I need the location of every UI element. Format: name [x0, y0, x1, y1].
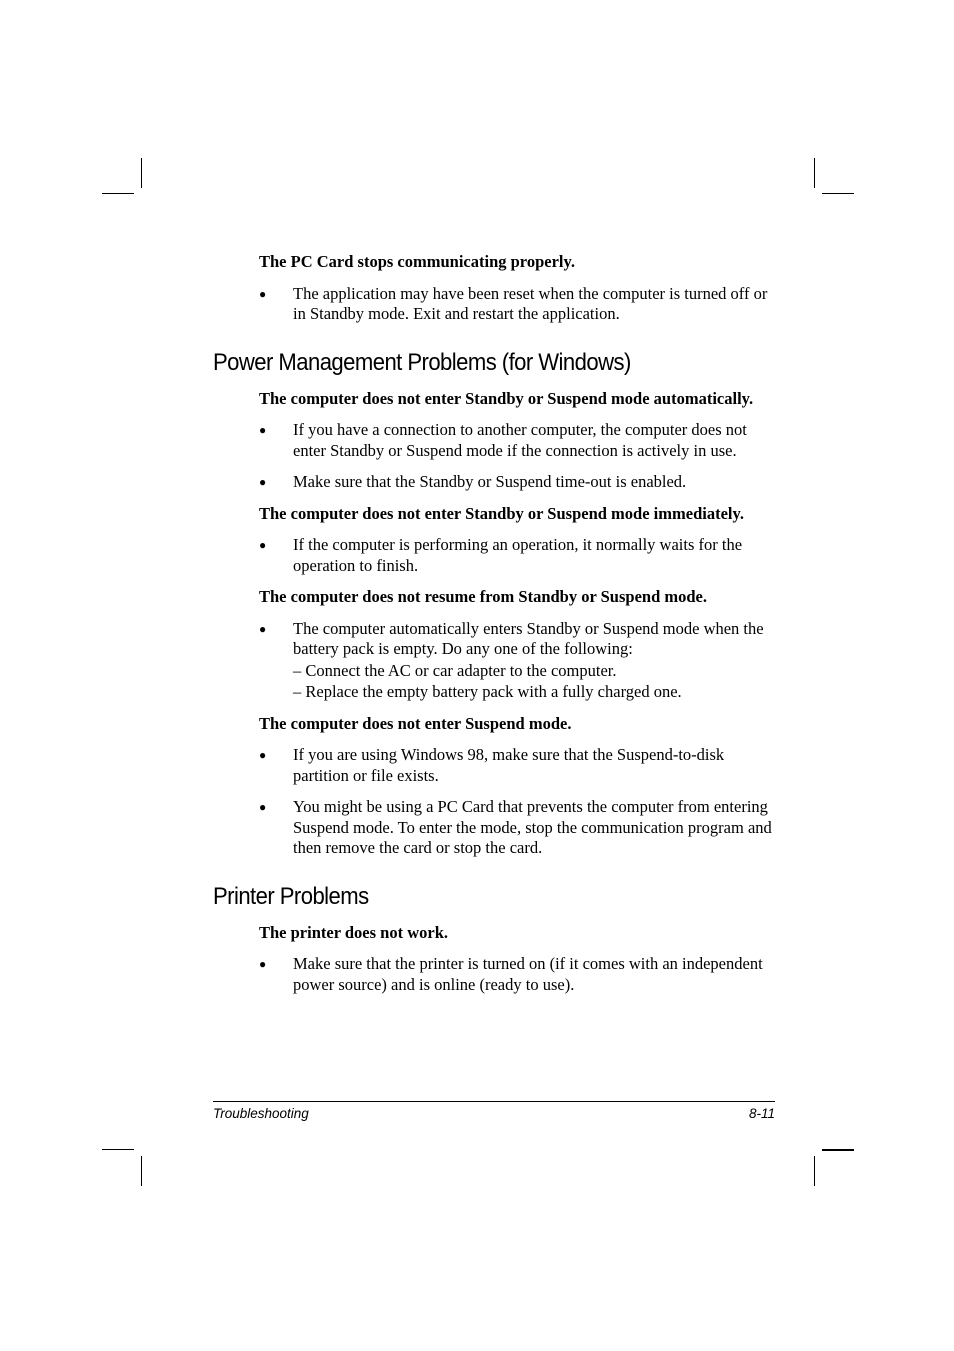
bullet-icon: ● — [259, 538, 267, 552]
list-item-text: If you have a connection to another computer, the computer does not enter Standby or Suspend mode if the connection is actively in use. — [293, 420, 747, 460]
problem-title: The computer does not enter Standby or Suspend mode automatically. — [259, 388, 754, 408]
pc-card-section — [259, 252, 775, 325]
list-item — [259, 420, 775, 461]
footer-chapter-title: Troubleshooting — [213, 1106, 309, 1121]
page-footer — [213, 1101, 775, 1124]
footer-page-number: 8-11 — [748, 1106, 775, 1121]
list-item-text: You might be using a PC Card that prevents the computer from entering Suspend mode. To enter the mode, stop the communication program and then remove the card or stop the card. — [293, 797, 772, 857]
sub-item: – Connect the AC or car adapter to the computer. — [293, 660, 617, 680]
problem-title: The computer does not enter Standby or Suspend mode immediately. — [259, 503, 744, 523]
crop-mark-bottom-right-horizontal — [822, 1149, 854, 1151]
crop-mark-top-left-horizontal — [102, 193, 134, 194]
list-item — [259, 797, 775, 859]
list-item-text: Make sure that the printer is turned on (if it comes with an independent power source) and is online (ready to use). — [293, 954, 763, 994]
problem-title: The PC Card stops communicating properly. — [259, 252, 575, 271]
printer-section — [259, 923, 775, 996]
crop-mark-bottom-left-horizontal — [102, 1149, 134, 1150]
crop-mark-top-right-vertical — [814, 158, 815, 188]
crop-mark-bottom-right-vertical — [814, 1156, 815, 1186]
list-item-text: If you are using Windows 98, make sure that the Suspend-to-disk partition or file exists. — [293, 745, 725, 785]
bullet-icon: ● — [259, 800, 267, 814]
list-item — [259, 745, 775, 786]
list-item-text: Make sure that the Standby or Suspend time-out is enabled. — [293, 472, 687, 491]
bullet-icon: ● — [259, 475, 267, 489]
crop-mark-bottom-left-vertical — [141, 1156, 142, 1186]
list-item-text: The application may have been reset when the computer is turned off or in Standby mode. Exit and restart the application. — [293, 283, 768, 323]
bullet-icon: ● — [259, 748, 267, 762]
list-item — [259, 619, 775, 703]
list-item-text: The computer automatically enters Standby or Suspend mode when the battery pack is empty. Do any one of the following: — [293, 618, 764, 658]
list-item — [259, 472, 775, 493]
power-management-section — [259, 389, 775, 859]
problem-title: The computer does not enter Suspend mode. — [259, 713, 572, 733]
sub-item: – Replace the empty battery pack with a fully charged one. — [293, 682, 682, 701]
list-item — [259, 284, 775, 325]
crop-mark-top-right-horizontal — [822, 193, 854, 194]
problem-title: The computer does not resume from Standby or Suspend mode. — [259, 587, 707, 606]
bullet-icon: ● — [259, 957, 267, 971]
section-heading-printer: Printer Problems — [213, 882, 369, 910]
bullet-icon: ● — [259, 621, 267, 636]
list-item — [259, 535, 775, 576]
problem-title: The printer does not work. — [259, 922, 448, 942]
bullet-icon: ● — [259, 423, 267, 437]
section-heading-power-management: Power Management Problems (for Windows) — [213, 348, 631, 376]
page-content — [213, 252, 775, 1006]
list-item-text: If the computer is performing an operation, it normally waits for the operation to finish. — [293, 535, 743, 575]
bullet-icon: ● — [259, 286, 267, 301]
crop-mark-top-left-vertical — [141, 158, 142, 188]
list-item — [259, 954, 775, 995]
